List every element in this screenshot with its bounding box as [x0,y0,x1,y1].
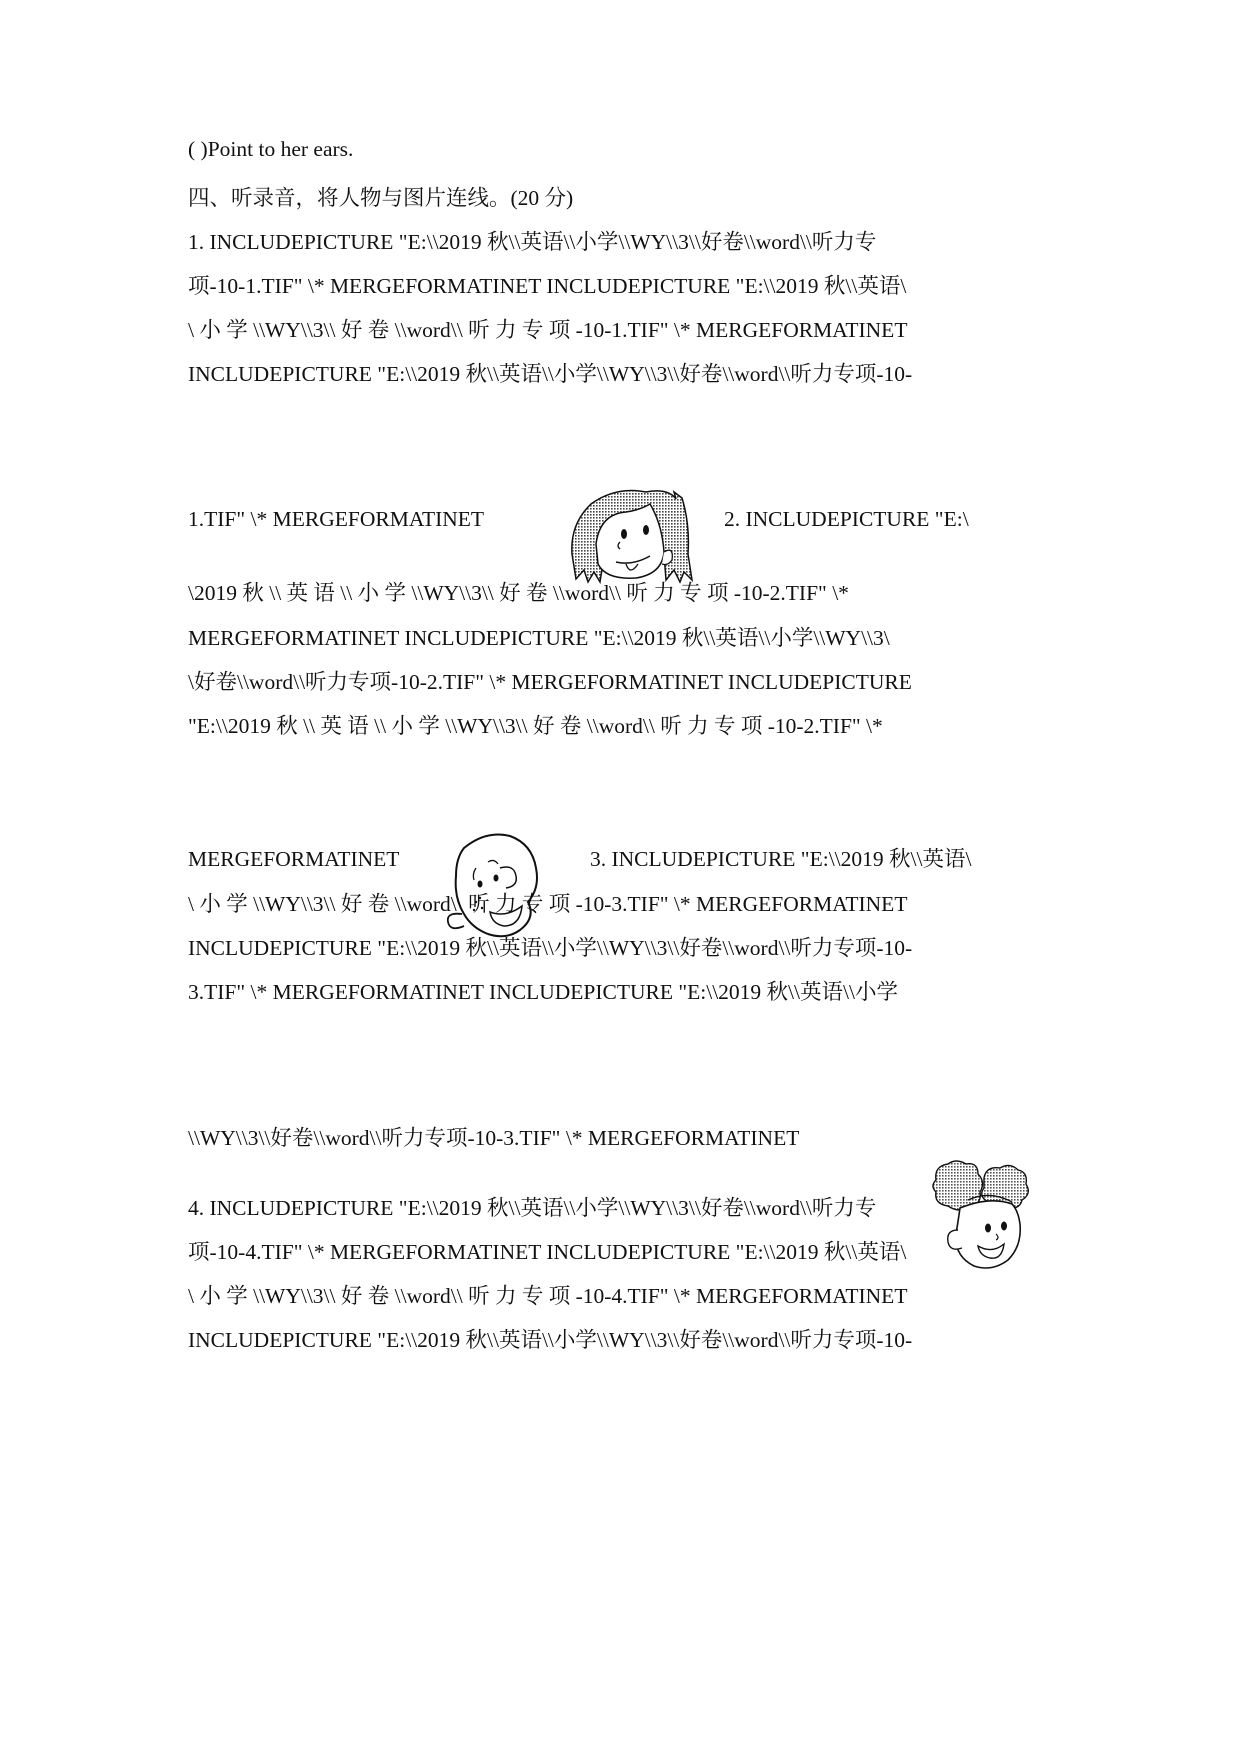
item-2-text: \好卷\\word\\听力专项-10-2.TIF" \* MERGEFORMATINET INCLUDEPICTURE [188,670,912,694]
item-1-text: 1. INCLUDEPICTURE "E:\\2019 秋\\英语\\小学\\WY\\3\\好卷\\word\\听力专 [188,230,877,254]
item-4-text: 4. INCLUDEPICTURE "E:\\2019 秋\\英语\\小学\\WY\\3\\好卷\\word\\听力专 [188,1196,877,1220]
item-3-text-start: 3. INCLUDEPICTURE "E:\\2019 秋\\英语\ [590,847,972,871]
item-1-text: \ 小 学 \\WY\\3\\ 好 卷 \\word\\ 听 力 专 项 -10-1.TIF" \* MERGEFORMATINET [188,318,908,342]
item-4-text: INCLUDEPICTURE "E:\\2019 秋\\英语\\小学\\WY\\3\\好卷\\word\\听力专项-10- [188,1328,913,1352]
item-3-text: \ 小 学 \\WY\\3\\ 好 卷 \\word\\ 听 力 专 项 -10-3.TIF" \* MERGEFORMATINET [188,892,908,916]
item-4-text: \ 小 学 \\WY\\3\\ 好 卷 \\word\\ 听 力 专 项 -10-4.TIF" \* MERGEFORMATINET [188,1284,908,1308]
item-3-text: INCLUDEPICTURE "E:\\2019 秋\\英语\\小学\\WY\\3\\好卷\\word\\听力专项-10- [188,936,913,960]
item-2-text-start: 2. INCLUDEPICTURE "E:\ [724,507,969,531]
item-1-text: 项-10-1.TIF" \* MERGEFORMATINET INCLUDEPICTURE "E:\\2019 秋\\英语\ [188,274,907,298]
item-2-text: MERGEFORMATINET INCLUDEPICTURE "E:\\2019 秋\\英语\\小学\\WY\\3\ [188,626,890,650]
item-2-text: \2019 秋 \\ 英 语 \\ 小 学 \\WY\\3\\ 好 卷 \\word\\ 听 力 专 项 -10-2.TIF" \* [188,581,849,605]
item-2-text-end: MERGEFORMATINET [188,847,400,871]
item-3-text: 3.TIF" \* MERGEFORMATINET INCLUDEPICTURE "E:\\2019 秋\\英语\\小学 [188,980,898,1004]
item-1-text-end: 1.TIF" \* MERGEFORMATINET [188,507,485,531]
section-heading: 四、听录音，将人物与图片连线。(20 分) [188,186,574,210]
girl-short-hair-face-picture [566,484,698,588]
item-1-text: INCLUDEPICTURE "E:\\2019 秋\\英语\\小学\\WY\\3\\好卷\\word\\听力专项-10- [188,362,913,386]
item-4-text: 项-10-4.TIF" \* MERGEFORMATINET INCLUDEPICTURE "E:\\2019 秋\\英语\ [188,1240,907,1264]
question-line: ( )Point to her ears. [188,137,354,161]
item-2-text: "E:\\2019 秋 \\ 英 语 \\ 小 学 \\WY\\3\\ 好 卷 \\word\\ 听 力 专 项 -10-2.TIF" \* [188,714,883,738]
bald-boy-face-picture [436,828,548,948]
item-3-text-end: \\WY\\3\\好卷\\word\\听力专项-10-3.TIF" \* MERGEFORMATINET [188,1126,800,1150]
